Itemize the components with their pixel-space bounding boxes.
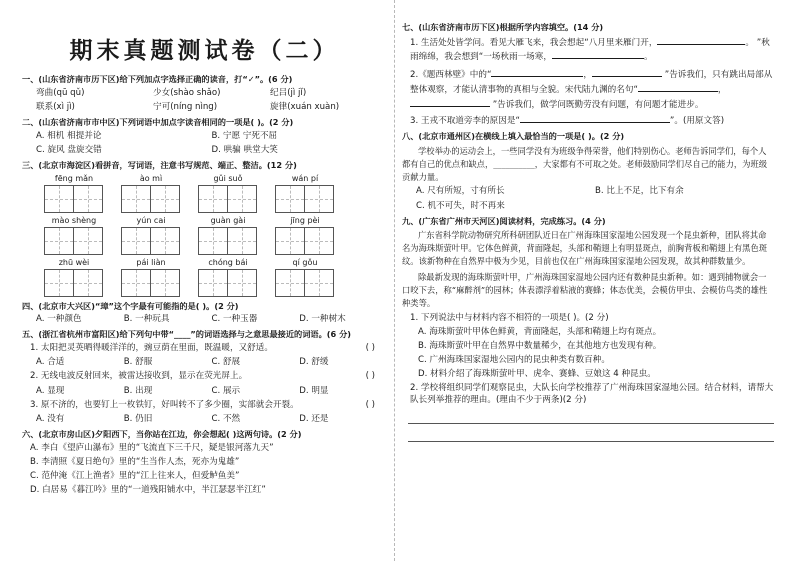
pinyin-group: [44, 216, 121, 255]
writing-box[interactable]: [275, 269, 305, 297]
section-8-heading: 八、(北京市通州区)在横线上填入最恰当的一项是( )。(2 分): [402, 131, 625, 142]
s9-question-1: 1. 下列说法中与材料内容不相符的一项是( )。(2 分): [410, 312, 609, 323]
section-5-heading: 五、(浙江省杭州市富阳区)给下列句中带“____”的词语选择与之意思最接近的词语。(6 分): [22, 329, 352, 340]
option-b[interactable]: B. 出现: [123, 385, 153, 396]
passage-paragraph: 广东省科学院动物研究所科研团队近日在广州海珠国家湿地公园发现一个昆虫新种，团队将其命名为海珠斯萤叶甲。它体色鲜黄，背面隆起，头部和鞘翅上有明显斑点，前胸背板和鞘翅上有黑色斑纹。该新物种在自然界中极为少见，目前也仅在广州海珠国家湿地公园发现，故其种群数量少。: [402, 230, 768, 267]
option: 宁可(níng nìng): [153, 101, 218, 112]
answer-paren[interactable]: ( ): [365, 399, 375, 410]
section-1-row: [36, 102, 387, 113]
writing-box[interactable]: [227, 185, 257, 213]
writing-box[interactable]: [73, 227, 103, 255]
option: D. 哄骗 哄堂大笑: [211, 144, 278, 155]
fill-blank[interactable]: [592, 76, 662, 77]
fill-blank[interactable]: [657, 44, 745, 45]
fill-blank[interactable]: [552, 58, 644, 59]
writing-box[interactable]: [121, 185, 151, 213]
writing-box[interactable]: [198, 269, 228, 297]
writing-box[interactable]: [304, 185, 334, 213]
option-d[interactable]: D. 一种树木: [299, 314, 346, 325]
section-2-row: [36, 131, 387, 142]
section-2-row: [36, 145, 387, 156]
option-b[interactable]: B. 海珠斯萤叶甲在自然界中数量稀少，在其他地方也发现有种。: [418, 340, 662, 351]
fill-blank[interactable]: [410, 106, 490, 107]
question-2-options: [36, 386, 387, 397]
pinyin-label: ào mì: [139, 173, 163, 183]
writing-box[interactable]: [304, 269, 334, 297]
pinyin-group: [275, 216, 352, 255]
option-b[interactable]: B. 比上不足，比下有余: [595, 186, 684, 197]
passage: 学校举办的运动会上，一些同学没有为班级争得荣誉，他们特别伤心。老师告诉同学们，每个人都有自己的优点和缺点，__________，大家都有不可取之处。老师鼓励同学们尽自己的能力，为班级贡献力量。: [402, 145, 768, 182]
option-c[interactable]: C. 舒展: [211, 357, 241, 368]
option-b[interactable]: B. 舒服: [123, 357, 153, 368]
writing-box[interactable]: [275, 227, 305, 255]
left-column: [22, 0, 387, 497]
pinyin-label: jīng pèi: [290, 215, 320, 225]
section-3: [22, 160, 387, 297]
section-7-heading: 七、(山东省济南市历下区)根据所学内容填空。(14 分): [402, 22, 604, 32]
question-text: 2. 无线电波反射回来，被雷达接收到，显示在荧光屏上。: [30, 371, 248, 382]
writing-box[interactable]: [198, 227, 228, 255]
question-text: ”告诉我们，做学问既勤劳没有问题，有问题才能进步。: [492, 99, 704, 110]
pinyin-group: [44, 174, 121, 213]
section-1-heading: 一、(山东省济南市历下区)给下列加点字选择正确的读音，打“✓”。(6 分): [22, 74, 293, 84]
s9-question-2: 2. 学校将组织同学们观察昆虫，大队长向学校推荐了广州海珠国家湿地公园。结合材料，请帮大队长列举推荐的理由。(理由不少于两条)(2 分): [410, 383, 774, 405]
answer-paren[interactable]: ( ): [365, 371, 375, 382]
s7-question-2: 2.《题西林壁》中的“ ， ”告诉我们，只有跳出局部从整体观察，才能认清事物的真相与全貌。宋代陆九渊的名句“ ， ”告诉我们，做学问既勤劳没有问题，有问题才能进步。: [410, 69, 773, 110]
question-text: 1. 太阳把灵英晒得暖洋洋的，豌豆荫在里面，既温暖，又舒适。: [30, 343, 273, 354]
section-2-heading: 二、(山东省济南市市中区)下列词语中加点字读音相同的一项是( )。(2 分): [22, 117, 294, 127]
pinyin-row: [44, 258, 387, 297]
fill-blank[interactable]: [520, 122, 670, 123]
writing-box[interactable]: [275, 185, 305, 213]
question-1-options: [36, 357, 387, 368]
option-c[interactable]: C. 范仲淹《江上渔者》里的“江上往来人，但爱鲈鱼美”: [30, 471, 240, 482]
section-7: [402, 22, 774, 127]
section-1-row: [36, 88, 387, 99]
question-text: 2.《题西林壁》中的“: [410, 69, 492, 80]
pinyin-row: [44, 216, 387, 255]
pinyin-label: qí gǒu: [292, 257, 318, 267]
pinyin-label: guàn gài: [210, 215, 246, 225]
option-a[interactable]: A. 没有: [36, 414, 65, 424]
option-a[interactable]: A. 尺有所短，寸有所长: [416, 186, 505, 197]
option-a[interactable]: A. 显现: [36, 385, 65, 396]
s7-question-3: [410, 116, 774, 127]
section-8-options: [416, 186, 774, 197]
option: 旋律(xuán xuàn): [270, 101, 340, 112]
pinyin-group: [198, 258, 275, 297]
option: 联系(xì jì): [36, 101, 75, 112]
section-5: [22, 329, 387, 425]
option-c[interactable]: C. 展示: [211, 385, 241, 396]
pinyin-label: fēng mǎn: [54, 173, 94, 183]
section-4-heading: 四、(北京市大兴区)“璋”这个字最有可能指的是( )。(2 分): [22, 300, 239, 311]
pinyin-label: yún cai: [136, 215, 166, 225]
pinyin-group: [275, 174, 352, 213]
writing-box[interactable]: [121, 269, 151, 297]
writing-box[interactable]: [227, 227, 257, 255]
section-8-options: [416, 201, 774, 212]
option-a[interactable]: A. 李白《望庐山瀑布》里的“飞流直下三千尺，疑是银河落九天”: [30, 442, 274, 453]
option-d[interactable]: D. 白居易《暮江吟》里的“一道残阳铺水中，半江瑟瑟半江红”: [30, 485, 266, 496]
pinyin-group: [198, 216, 275, 255]
writing-box[interactable]: [73, 185, 103, 213]
option-b[interactable]: B. 李清照《夏日绝句》里的“生当作人杰，死亦为鬼雄”: [30, 457, 240, 467]
question-text: ”秋雨绵绵，我会想到“一场秋雨一场寒，: [410, 37, 770, 63]
option: 纪吕(jì jǐ): [270, 87, 307, 98]
option-c[interactable]: C. 广州海珠国家湿地公园内的昆虫种类有数百种。: [418, 355, 610, 366]
pinyin-label: chóng bái: [208, 257, 248, 267]
writing-box[interactable]: [150, 269, 180, 297]
fill-blank[interactable]: [491, 76, 583, 77]
writing-box[interactable]: [227, 269, 257, 297]
option-d[interactable]: D. 材料介绍了海珠斯萤叶甲、虎伞、赛蜂、豆娘这 4 种昆虫。: [418, 369, 656, 380]
question-text: 3. 王戎不取道旁李的原因是“: [410, 115, 520, 126]
option-c[interactable]: C. 机不可失，时不再来: [416, 200, 505, 211]
pinyin-label: mào shèng: [51, 215, 97, 225]
pinyin-label: wán pí: [291, 173, 319, 183]
option-a[interactable]: A. 海珠斯萤叶甲体色鲜黄，背面隆起，头部和鞘翅上均有斑点。: [418, 326, 662, 337]
writing-box[interactable]: [198, 185, 228, 213]
section-4-options: [36, 314, 387, 325]
passage-paragraph: 除最新发现的海珠斯萤叶甲，广州海珠国家湿地公园内还有数种昆虫新种。如：遇到捕物就会一口咬下去，称“麻醉剂”的园林；体表漂浮着粘液的赛蜂；体态优美，会模仿甲虫、会模仿鸟类的雄性种类等。: [402, 271, 768, 308]
option: A. 相机 相提并论: [36, 130, 102, 141]
pinyin-group: [44, 258, 121, 297]
section-3-heading: 三、(北京市海淀区)看拼音，写词语，注意书写规范、端正、整洁。(12 分): [22, 160, 297, 170]
option: B. 宁愿 宁死不屈: [211, 130, 278, 141]
option: 弯曲(qū qǔ): [36, 87, 85, 98]
pinyin-label: pái liàn: [136, 257, 166, 267]
question-text: 1. 生活处处皆学问。看见大雁飞来，我会想起“八月里来雁门开，: [410, 37, 658, 48]
writing-box[interactable]: [121, 227, 151, 255]
section-9: [402, 216, 774, 442]
option-empty: [595, 201, 774, 212]
section-4: [22, 301, 387, 326]
section-2: [22, 117, 387, 156]
section-1: [22, 74, 387, 113]
s7-question-1: 1. 生活处处皆学问。看见大雁飞来，我会想起“八月里来雁门开， 。 ”秋雨绵绵，我会想到“一场秋雨一场寒， 。: [410, 37, 770, 63]
writing-box[interactable]: [44, 269, 74, 297]
pinyin-label: zhū wèi: [58, 257, 90, 267]
question-text: ”。(用原文答): [669, 115, 725, 126]
question-3: [30, 400, 387, 411]
section-8: [402, 131, 774, 212]
option-d[interactable]: D. 还是: [299, 414, 329, 424]
right-column: [402, 0, 774, 442]
answer-paren[interactable]: ( ): [365, 343, 375, 354]
question-2: [30, 371, 387, 382]
pinyin-group: [121, 216, 198, 255]
pinyin-group: [198, 174, 275, 213]
pinyin-group: [275, 258, 352, 297]
section-6: [22, 429, 387, 496]
option-c[interactable]: C. 一种玉器: [211, 314, 258, 325]
writing-box[interactable]: [73, 269, 103, 297]
question-text: ”告诉我们，只有跳出局部从整体观察，才能认清事物的真相与全貌。宋代陆九渊的名句“: [410, 69, 773, 95]
question-1: [30, 343, 387, 354]
question-3-options: [36, 414, 387, 425]
writing-box[interactable]: [150, 185, 180, 213]
option-a[interactable]: A. 一种颜色: [36, 314, 82, 325]
pinyin-group: [121, 174, 198, 213]
option-d[interactable]: D. 明显: [299, 385, 329, 396]
writing-box[interactable]: [44, 185, 74, 213]
page-title: 期末真题测试卷（二）: [69, 37, 340, 64]
fill-blank[interactable]: [638, 91, 718, 92]
answer-line[interactable]: [408, 410, 774, 424]
pinyin-label: gǔi suǒ: [213, 173, 243, 183]
pinyin-row: [44, 174, 387, 213]
pinyin-group: [121, 258, 198, 297]
question-text: 3. 原不济的，也要钉上一枚铁钉，好叫转不了多少圈，实部就会开裂。: [30, 399, 299, 410]
option-d[interactable]: D. 舒缓: [299, 357, 329, 368]
answer-line[interactable]: [408, 428, 774, 442]
option: 少女(shào shǎo): [153, 87, 221, 98]
option-b[interactable]: B. 仍旧: [123, 414, 153, 424]
section-9-heading: 九、(广东省广州市天河区)阅读材料，完成练习。(4 分): [402, 215, 606, 226]
option-c[interactable]: C. 不然: [211, 414, 241, 424]
option: C. 旋风 盘旋交错: [36, 144, 102, 155]
column-divider: [394, 0, 395, 561]
writing-box[interactable]: [150, 227, 180, 255]
option-a[interactable]: A. 合适: [36, 357, 65, 368]
writing-box[interactable]: [44, 227, 74, 255]
section-6-heading: 六、(北京市房山区)夕阳西下，当你站在江边，你会想起( )这两句诗。(2 分): [22, 429, 302, 440]
writing-box[interactable]: [304, 227, 334, 255]
option-b[interactable]: B. 一种玩具: [123, 314, 170, 325]
